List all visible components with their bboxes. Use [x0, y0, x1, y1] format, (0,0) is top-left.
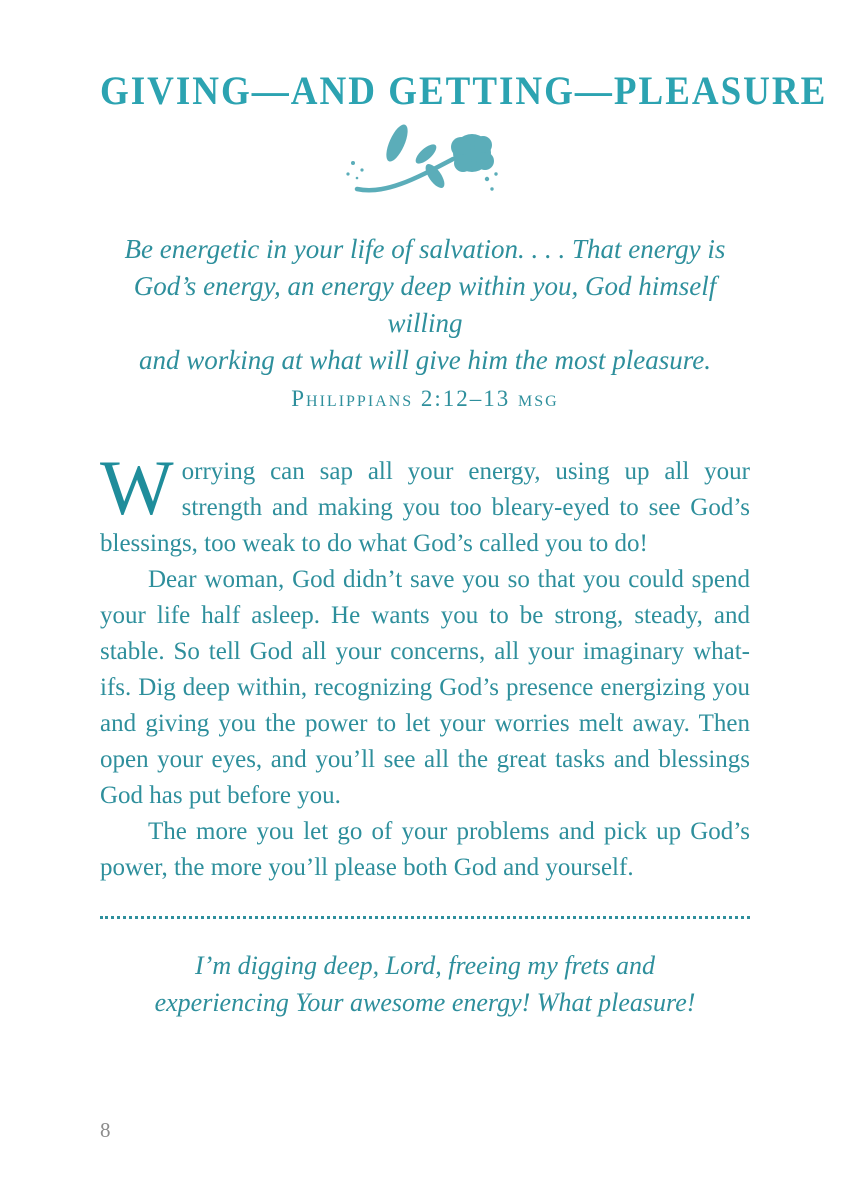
scripture-reference: Philippians 2:12–13 msg	[291, 386, 559, 411]
prayer-line: experiencing Your awesome energy! What pleasure!	[154, 988, 696, 1017]
dotted-divider	[100, 916, 750, 919]
page-number: 8	[100, 1118, 111, 1142]
scripture-line: God’s energy, an energy deep within you, God himself willing	[133, 271, 717, 338]
body-paragraph-1-text: orrying can sap all your energy, using up all your strength and making you too bleary-eyed to see God’s blessings, too weak to do what God’s called you to do!	[100, 458, 750, 557]
rose-ornament-icon	[335, 121, 515, 199]
ornament-container	[100, 121, 750, 201]
drop-cap: W	[100, 444, 174, 531]
body-paragraph-2: Dear woman, God didn’t save you so that you could spend your life half asleep. He wants you to be strong, steady, and stable. So tell God all your concerns, all your imaginary what-ifs. Dig deep within, recognizing God’s presence energizing you and giving you the power to let your worries melt away. Then open your eyes, and you’ll see all the great tasks and blessings God has put before you.	[100, 566, 750, 809]
body-paragraph-1	[100, 444, 750, 562]
chapter-title: GIVING—AND GETTING—PLEASURE	[100, 69, 828, 114]
prayer-text	[100, 947, 750, 1021]
scripture-quote	[100, 231, 750, 379]
body-paragraph-3: The more you let go of your problems and pick up God’s power, the more you’ll please both God and yourself.	[100, 818, 750, 881]
scripture-line: and working at what will give him the most pleasure.	[139, 345, 711, 375]
prayer-line: I’m digging deep, Lord, freeing my frets and	[195, 951, 655, 980]
scripture-line: Be energetic in your life of salvation. . . . That energy is	[124, 234, 726, 264]
devotional-body	[100, 444, 750, 886]
